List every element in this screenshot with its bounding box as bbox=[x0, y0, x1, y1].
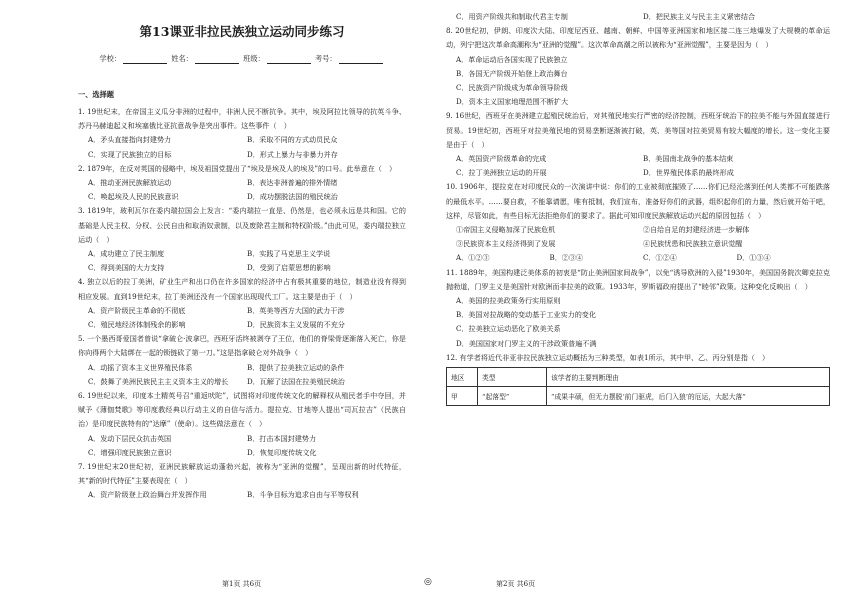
option-b[interactable]: B．提供了拉美独立运动的条件 bbox=[247, 362, 345, 372]
option-a[interactable]: A．资产阶级民主革命的不彻底 bbox=[88, 305, 186, 315]
student-info-line bbox=[78, 54, 406, 64]
question-stem: 9. 16世纪，西班牙在美洲建立起殖民统治后，对其殖民地实行严密的经济控制，西班牙统治下的拉美不能与外国直接进行贸易。19世纪初，西班牙对拉美殖民地的贸易垄断逐渐被打破，英、美等国对拉美贸易有较大幅度的增长。这一变化主要是由于（ ） bbox=[446, 111, 830, 149]
option-a[interactable]: A．资产阶级登上政治舞台并发挥作用 bbox=[88, 490, 207, 500]
option-b[interactable]: B．②③④ bbox=[549, 253, 584, 263]
question-11 bbox=[446, 266, 830, 351]
question-stem: 1. 19世纪末，在帝国主义瓜分非洲的过程中，非洲人民不断抗争。其中，埃及阿拉比领导的抗英斗争、苏丹马赫迪起义和埃塞俄比亚抗意战争是突出事件。这些事件（ ） bbox=[78, 107, 406, 131]
table-header-cell: 地区 bbox=[447, 368, 478, 387]
option-a[interactable]: A．①②③ bbox=[456, 253, 490, 263]
option-b[interactable]: B．表达非洲普遍的排外情绪 bbox=[247, 178, 338, 188]
option-d[interactable]: D．成功摆脱法国的殖民统治 bbox=[247, 192, 338, 202]
option-a[interactable]: A．推动亚洲民族解放运动 bbox=[88, 178, 172, 188]
option-c[interactable]: C．拉美独立运动恶化了欧美关系 bbox=[456, 324, 561, 334]
option-a[interactable]: A．成功建立了民主制度 bbox=[88, 249, 165, 259]
question-9 bbox=[446, 109, 830, 180]
option-a[interactable]: A．发动下层民众抗击英国 bbox=[88, 433, 172, 443]
option-d[interactable]: D．把民族主义与民主主义紧密结合 bbox=[643, 12, 756, 21]
statement-item: ①帝国主义侵略加深了民族危机 bbox=[456, 225, 556, 235]
binding-mark-icon: ◎ bbox=[424, 577, 432, 587]
question-stem: 2. 1879年，在反对英国的侵略中，埃及祖国党提出了“埃及是埃及人的埃及”的口号。此举意在（ ） bbox=[78, 163, 397, 173]
question-7 bbox=[78, 460, 406, 503]
footer-page-number-left: 第1页 共6页 bbox=[222, 580, 262, 588]
section-title: 一、选择题 bbox=[78, 90, 114, 99]
option-c[interactable]: C．民族资产阶级成为革命领导阶级 bbox=[456, 83, 568, 93]
option-c[interactable]: C．唤起埃及人民的民族意识 bbox=[88, 192, 179, 202]
question-stem: 12. 有学者将近代非亚非拉民族独立运动概括为三种类型，如表1所示，其中甲、乙、丙分别是指（ ） bbox=[446, 352, 770, 362]
table-row bbox=[447, 387, 830, 406]
option-c[interactable]: C．用资产阶级共和制取代君主专制 bbox=[456, 12, 568, 21]
statement-item: ③民族资本主义经济得到了发展 bbox=[456, 239, 556, 249]
table-cell: “起落型” bbox=[478, 387, 547, 406]
table-cell: 甲 bbox=[447, 387, 478, 406]
option-c[interactable]: C．鼓舞了美洲民族民主主义资本主义的增长 bbox=[88, 376, 229, 386]
option-a[interactable]: A．革命运动后各国实现了民族独立 bbox=[456, 54, 568, 64]
question-4 bbox=[78, 275, 406, 332]
question-stem: 8. 20世纪初，伊朗、印度次大陆、印度尼西亚、越南、朝鲜、中国等亚洲国家和地区接二连三地爆发了大规模的革命运动，列宁把这次革命高潮称为“亚洲的觉醒”。这次革命高潮之所以被称为“亚洲觉醒”，主要是因为（ ） bbox=[446, 26, 830, 50]
name-label: 姓名： bbox=[171, 54, 193, 63]
option-d[interactable]: D．受到了启蒙思想的影响 bbox=[247, 263, 331, 273]
option-c[interactable]: C．得到美国的大力支持 bbox=[88, 263, 165, 273]
question-3 bbox=[78, 204, 406, 275]
option-d[interactable]: D．①③④ bbox=[736, 253, 771, 263]
class-blank[interactable] bbox=[267, 63, 311, 64]
question-stem: 6. 19世纪以来，印度本土精英号召“重返吠陀”，试图将对印度传统文化的解释权从殖民者手中夺回，并赋予《薄伽梵歌》等印度教经典以行动主义的自信与活力。提拉克、甘地等人提出“司瓦拉吉”（民族自治）是印度民族特有的“达摩”（使命）。这些做法意在（ ） bbox=[78, 391, 406, 429]
question-6 bbox=[78, 389, 406, 460]
option-a[interactable]: A．美国的拉美政策务行实用原则 bbox=[456, 296, 561, 306]
option-a[interactable]: A．动摇了资本主义世界殖民体系 bbox=[88, 362, 193, 372]
question-2 bbox=[78, 162, 406, 205]
question-5 bbox=[78, 332, 406, 389]
option-b[interactable]: B．美国对拉战略的变动基于工业实力的变化 bbox=[456, 310, 596, 320]
option-b[interactable]: B．打击本国封建势力 bbox=[247, 433, 317, 443]
option-c[interactable]: C．增强印度民族独立意识 bbox=[88, 447, 172, 457]
question-7-continued bbox=[446, 10, 830, 24]
classification-table bbox=[446, 367, 830, 406]
option-a[interactable]: A．矛头直接指向封建势力 bbox=[88, 135, 172, 145]
question-stem: 3. 1819年，玻利瓦尔在委内瑞拉国会上发言：“委内瑞拉一直是、仍然是，也必须永远是共和国。它的基础是人民主权、分权、公民自由和取消奴隶制，以及废除君主制和特权阶级。”由此可见，委内瑞拉独立运动（ ） bbox=[78, 206, 406, 244]
school-label: 学校： bbox=[99, 54, 121, 63]
option-d[interactable]: D．恢复印度传统文化 bbox=[247, 447, 317, 457]
question-12 bbox=[446, 351, 830, 406]
option-d[interactable]: D．美国国家对门罗主义的干涉政策普遍不满 bbox=[456, 338, 597, 348]
option-d[interactable]: D．资本主义国家地理范围不断扩大 bbox=[456, 97, 569, 107]
option-c[interactable]: C．实现了民族独立的目标 bbox=[88, 149, 172, 159]
option-c[interactable]: C．拉丁美洲独立运动的开展 bbox=[456, 168, 547, 178]
option-d[interactable]: D．形式上暴力与非暴力并存 bbox=[247, 149, 338, 159]
class-label: 班级： bbox=[243, 54, 265, 63]
question-1 bbox=[78, 105, 406, 162]
question-stem: 7. 19世纪末20世纪初，亚洲民族解放运动蓬勃兴起，被称为“亚洲的觉醒”，呈现出新的时代特征，其“新的时代特征”主要表现在（ ） bbox=[78, 462, 406, 486]
option-b[interactable]: B．英美等西方大国的武力干涉 bbox=[247, 305, 345, 315]
question-stem: 4. 独立以后的拉丁美洲，矿业生产和出口仍在许多国家的经济中占有极其重要的地位，制造业没有得到相应发展。直到19世纪末，拉丁美洲还没有一个国家出现现代工厂。这主要是由于（ ） bbox=[78, 277, 406, 301]
option-b[interactable]: B．各国无产阶级开始登上政治舞台 bbox=[456, 68, 568, 78]
table-header-cell: 该学者的主要判断理由 bbox=[547, 368, 830, 387]
number-label: 考号： bbox=[315, 54, 337, 63]
option-b[interactable]: B．采取不同的方式动员民众 bbox=[247, 135, 338, 145]
question-8 bbox=[446, 24, 830, 109]
option-c[interactable]: C．①②④ bbox=[643, 253, 677, 263]
question-stem: 5. 一个墨西哥爱国者曾说“拿破仑·波拿巴，西班牙活终被剥夺了王位，他们的脊梁骨逐渐落入死亡，你是你向得两个大陆绑在一起的锁链砍了第一刀。”这是指拿破仑对外战争（ ） bbox=[78, 334, 406, 358]
table-cell: “成果丰硕，但无力摆脱‘前门驱虎，后门入狼’的厄运，大起大落” bbox=[547, 387, 830, 406]
option-c[interactable]: C．殖民地经济体制残余的影响 bbox=[88, 320, 186, 330]
footer-page-number-right: 第2页 共6页 bbox=[496, 580, 536, 588]
school-blank[interactable] bbox=[123, 63, 167, 64]
option-a[interactable]: A．英国资产阶级革命的完成 bbox=[456, 154, 547, 164]
option-b[interactable]: B．实践了马克思主义学说 bbox=[247, 249, 331, 259]
option-d[interactable]: D．民族资本主义发展的不充分 bbox=[247, 320, 345, 330]
name-blank[interactable] bbox=[195, 63, 239, 64]
number-blank[interactable] bbox=[339, 63, 383, 64]
statement-item: ②自给自足的封建经济进一步解体 bbox=[643, 225, 750, 235]
page-title: 第13课亚非拉民族独立运动同步练习 bbox=[139, 24, 345, 39]
question-10 bbox=[446, 180, 830, 265]
table-header-cell: 类型 bbox=[478, 368, 547, 387]
option-b[interactable]: B．美国南北战争的基本结束 bbox=[643, 154, 734, 164]
table-header-row bbox=[447, 368, 830, 387]
statement-item: ④民族忧患和民族独立意识觉醒 bbox=[643, 239, 743, 249]
option-b[interactable]: B．斗争目标为追求自由与平等权利 bbox=[247, 490, 359, 500]
option-d[interactable]: D．世界殖民体系的最终形成 bbox=[643, 168, 734, 178]
option-d[interactable]: D．瓦解了法国在拉美殖民统治 bbox=[247, 376, 345, 386]
question-stem: 11. 1889年，美国构建泛美体系的初衷是“防止美洲国家间战争”，以免“诱导欧洲的入侵”1930年，美国国务院次卿克拉克抛勃道，门罗主义是美国针对欧洲而非拉美的政策。1933年，罗斯福政府提出了“睦邻”政策。这种变化反映出（ ） bbox=[446, 267, 830, 291]
question-stem: 10. 1906年，提拉克在对印度民众的一次演讲中说：你们的工业被彻底摧毁了……你们已经沦落到任何人类都不可能跌落的最低水平。……要自救，不能靠请愿，唯有抵制，我们宣布，准备好你们的武器，组织起你们的力量，然后就开始干吧，这样，尽管如此，有些目标无法拒绝你们的要求了。据此可知印度民族解放运动兴起的原因包括（ ） bbox=[446, 182, 830, 220]
right-page bbox=[430, 0, 860, 608]
